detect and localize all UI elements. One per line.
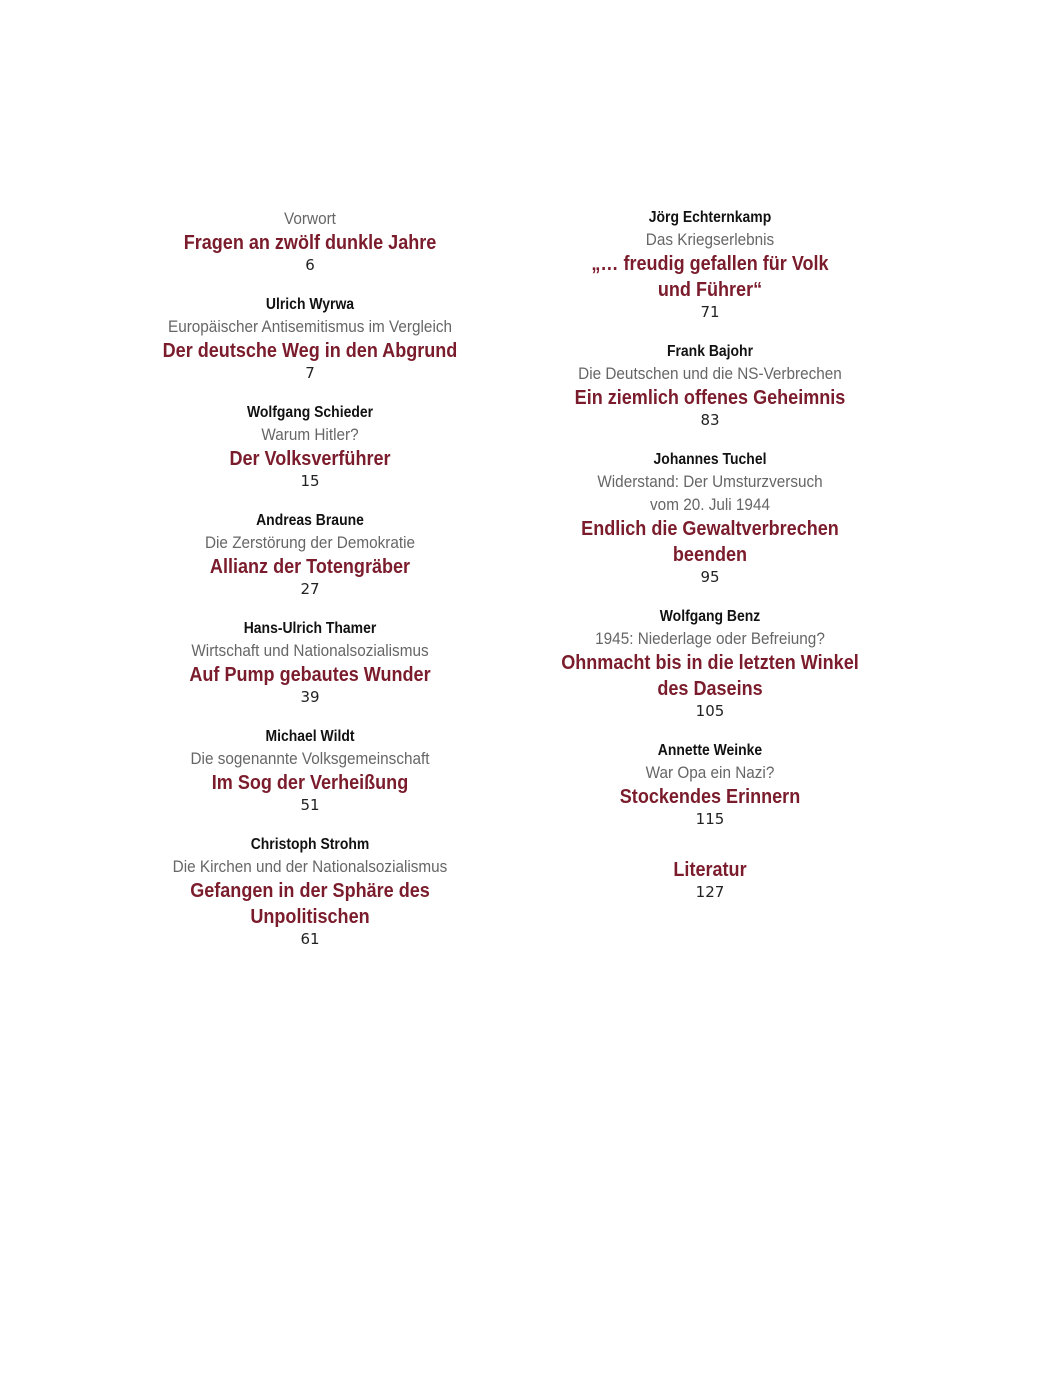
entry-title: Fragen an zwölf dunkle Jahre: [183, 231, 437, 254]
entry-title: Der deutsche Weg in den Abgrund: [162, 339, 458, 362]
entry-subtitle: War Opa ein Nazi?: [645, 763, 775, 782]
entry-title-line-1: „… freudig gefallen für Volk: [591, 252, 829, 275]
entry-page-number: 7: [305, 364, 315, 382]
toc-entry-vorwort: [110, 207, 510, 275]
toc-entry-wildt: [110, 726, 510, 815]
entry-page-number: 6: [305, 256, 315, 274]
entry-subtitle: Die sogenannte Volksgemeinschaft: [190, 749, 430, 768]
toc-entry-schieder: [110, 402, 510, 491]
toc-entry-literatur: [540, 857, 880, 902]
toc-entry-thamer: [110, 618, 510, 707]
toc-entry-echternkamp: [540, 207, 880, 322]
entry-title-line-1: Endlich die Gewaltverbrechen: [581, 517, 839, 540]
entry-author: Michael Wildt: [265, 728, 355, 745]
entry-page-number: 51: [300, 796, 320, 814]
toc-entry-benz: [540, 606, 880, 721]
entry-author: Wolfgang Schieder: [246, 404, 374, 421]
toc-entry-strohm: [110, 834, 510, 949]
entry-page-number: 83: [700, 411, 720, 429]
entry-subtitle-line-2: vom 20. Juli 1944: [650, 495, 770, 514]
entry-title-line-2: und Führer“: [657, 278, 763, 301]
entry-subtitle: Vorwort: [284, 209, 336, 228]
toc-entry-weinke: [540, 740, 880, 829]
entry-subtitle: Warum Hitler?: [261, 425, 359, 444]
entry-title: Allianz der Totengräber: [209, 555, 411, 578]
entry-author: Ulrich Wyrwa: [265, 296, 355, 313]
entry-subtitle: Die Deutschen und die NS-Verbrechen: [578, 364, 842, 383]
entry-page-number: 71: [700, 303, 720, 321]
entry-subtitle: Das Kriegserlebnis: [645, 230, 775, 249]
entry-subtitle: Wirtschaft und Nationalsozialismus: [191, 641, 429, 660]
entry-title: Auf Pump gebautes Wunder: [189, 663, 431, 686]
entry-author: Hans-Ulrich Thamer: [243, 620, 377, 637]
toc-entry-wyrwa: [110, 294, 510, 383]
entry-title: Gefangen in der Sphäre des Unpolitischen: [190, 879, 430, 928]
entry-author: Wolfgang Benz: [659, 608, 761, 625]
toc-entry-bajohr: [540, 341, 880, 430]
entry-subtitle: 1945: Niederlage oder Befreiung?: [595, 629, 825, 648]
entry-title: Im Sog der Verheißung: [211, 771, 409, 794]
entry-author: Christoph Strohm: [250, 836, 370, 853]
entry-title-line-2: beenden: [672, 543, 748, 566]
entry-author: Annette Weinke: [657, 742, 763, 759]
entry-author: Jörg Echternkamp: [648, 209, 772, 226]
entry-page-number: 15: [300, 472, 320, 490]
toc-right-column: [540, 207, 880, 921]
entry-title: Ein ziemlich offenes Geheimnis: [574, 386, 846, 409]
entry-author: Johannes Tuchel: [653, 451, 767, 468]
entry-title-line-1: Ohnmacht bis in die letzten Winkel: [561, 651, 859, 674]
entry-title: Literatur: [673, 858, 747, 881]
entry-page-number: 105: [695, 702, 725, 720]
entry-title: Der Volksverführer: [229, 447, 391, 470]
entry-page-number: 27: [300, 580, 320, 598]
entry-author: Andreas Braune: [256, 512, 364, 529]
entry-page-number: 127: [695, 883, 725, 901]
entry-page-number: 115: [695, 810, 725, 828]
entry-page-number: 95: [700, 568, 720, 586]
entry-subtitle: Die Kirchen und der Nationalsozialismus: [172, 857, 448, 876]
entry-author: Frank Bajohr: [666, 343, 754, 360]
toc-left-column: [110, 207, 510, 968]
entry-title-line-2: des Daseins: [657, 677, 763, 700]
entry-subtitle: Europäischer Antisemitismus im Vergleich: [167, 317, 453, 336]
toc-entry-tuchel: [540, 449, 880, 587]
entry-page-number: 39: [300, 688, 320, 706]
toc-entry-braune: [110, 510, 510, 599]
entry-page-number: 61: [300, 930, 320, 948]
entry-subtitle-line-1: Widerstand: Der Umsturzversuch: [597, 472, 823, 491]
entry-title: Stockendes Erinnern: [619, 785, 801, 808]
entry-subtitle: Die Zerstörung der Demokratie: [204, 533, 416, 552]
